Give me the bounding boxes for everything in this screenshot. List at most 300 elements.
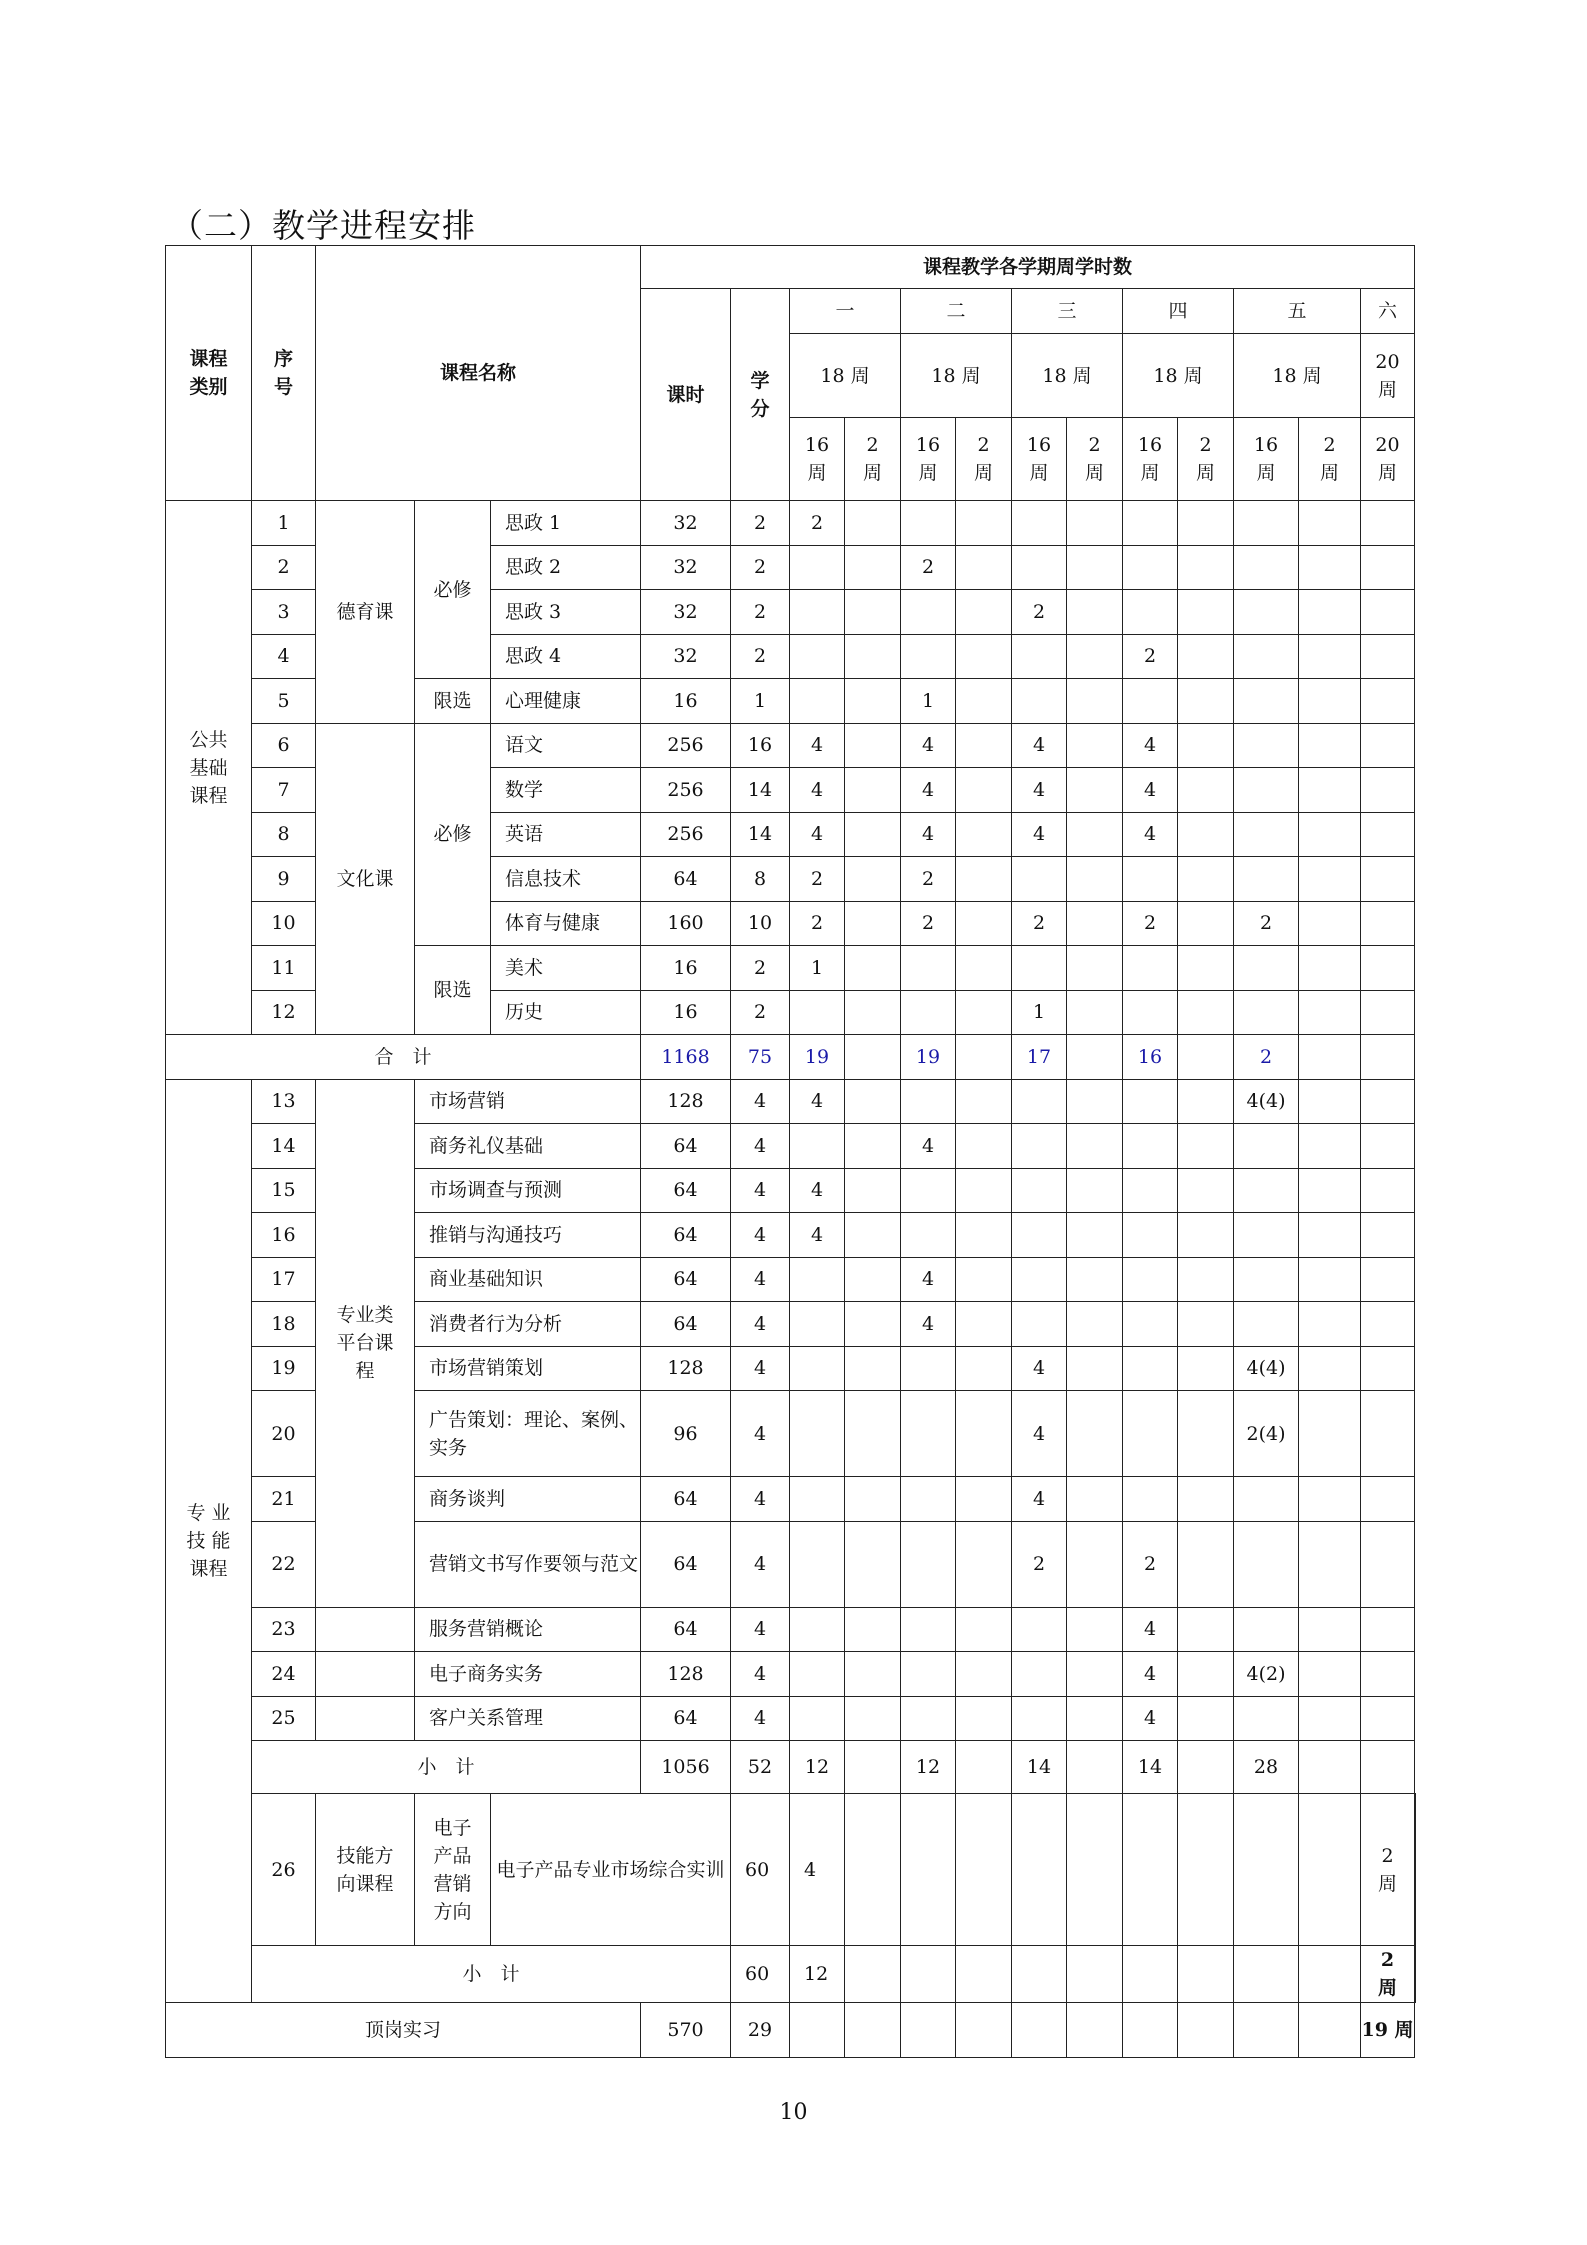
page-number: 10 (779, 2100, 808, 2125)
course-name: 推销与沟通技巧 (415, 1213, 641, 1258)
week-hours-cell: 4 (1012, 1391, 1067, 1477)
week-hours-cell (1012, 634, 1067, 679)
week-hours-cell (1067, 1946, 1123, 2003)
week-hours-cell (1234, 1168, 1299, 1213)
week-hours-cell (845, 1521, 901, 1607)
week-hours-cell (1123, 2003, 1178, 2058)
week-hours-cell (956, 1257, 1012, 1302)
group-moral: 德育课 (316, 501, 415, 724)
header-seq: 序 号 (252, 246, 316, 501)
week-hours-cell (845, 2003, 901, 2058)
week-hours-cell (1234, 545, 1299, 590)
week-hours-cell (1178, 901, 1234, 946)
header-sub-weeks: 16 周 (1123, 418, 1178, 501)
week-hours-cell (1361, 1521, 1415, 1607)
week-hours-cell: 12 (790, 1741, 845, 1794)
week-hours-cell (1299, 946, 1361, 991)
week-hours-cell (1361, 634, 1415, 679)
course-hours: 128 (641, 1079, 731, 1124)
week-hours-cell (1067, 723, 1123, 768)
course-hours: 64 (641, 1124, 731, 1169)
week-hours-cell (845, 1302, 901, 1347)
course-credits: 14 (731, 768, 790, 813)
week-hours-cell (1012, 1794, 1067, 1946)
course-name: 商业基础知识 (415, 1257, 641, 1302)
course-name: 英语 (491, 812, 641, 857)
week-hours-cell (1299, 1302, 1361, 1347)
week-hours-cell (956, 679, 1012, 724)
week-hours-cell (845, 590, 901, 635)
week-hours-cell (1178, 1124, 1234, 1169)
week-hours-cell (1178, 1035, 1234, 1080)
week-hours-cell: 4 (1123, 1696, 1178, 1741)
week-hours-cell (1234, 857, 1299, 902)
week-hours-cell (956, 768, 1012, 813)
week-hours-cell (1299, 679, 1361, 724)
week-hours-cell (1299, 1946, 1361, 2003)
group-skill-direction: 技能方 向课程 (316, 1794, 415, 1946)
week-hours-cell (1067, 946, 1123, 991)
row-number: 13 (252, 1079, 316, 1124)
group-culture: 文化课 (316, 723, 415, 1035)
week-hours-cell (845, 723, 901, 768)
week-hours-cell: 2 (790, 501, 845, 546)
subtotal-row (166, 1741, 1416, 1794)
course-name: 消费者行为分析 (415, 1302, 641, 1347)
course-hours: 256 (641, 768, 731, 813)
header-term-weeks: 18 周 (901, 334, 1012, 418)
week-hours-cell (1415, 1794, 1416, 1946)
week-hours-cell (1361, 857, 1415, 902)
week-hours-cell (845, 1696, 901, 1741)
course-hours: 32 (641, 590, 731, 635)
week-hours-cell (1361, 1391, 1415, 1477)
week-hours-cell (901, 1346, 956, 1391)
subtotal-label: 小 计 (252, 1741, 641, 1794)
course-credits: 10 (731, 901, 790, 946)
week-hours-cell (1234, 768, 1299, 813)
course-hours: 64 (641, 1477, 731, 1522)
week-hours-cell (790, 545, 845, 590)
week-hours-cell: 2 (901, 901, 956, 946)
week-hours-cell (901, 1696, 956, 1741)
week-hours-cell (1299, 990, 1361, 1035)
course-credits: 4 (790, 1794, 845, 1946)
week-hours-cell (845, 679, 901, 724)
week-hours-cell (1234, 1257, 1299, 1302)
course-hours: 64 (641, 857, 731, 902)
week-hours-cell (1234, 946, 1299, 991)
total-row (166, 1035, 1416, 1080)
course-credits: 2 (731, 634, 790, 679)
course-name: 历史 (491, 990, 641, 1035)
week-hours-cell (845, 1035, 901, 1080)
course-hours: 64 (641, 1696, 731, 1741)
week-hours-cell (790, 1346, 845, 1391)
week-hours-cell (1178, 1168, 1234, 1213)
week-hours-cell (1234, 1302, 1299, 1347)
week-hours-cell (1178, 1391, 1234, 1477)
row-number: 6 (252, 723, 316, 768)
week-hours-cell: 4 (790, 812, 845, 857)
week-hours-cell (845, 1741, 901, 1794)
week-hours-cell (1299, 2003, 1361, 2058)
week-hours-cell: 2 (1123, 1521, 1178, 1607)
course-hours: 64 (641, 1168, 731, 1213)
week-hours-cell (845, 1213, 901, 1258)
header-term: 二 (901, 289, 1012, 334)
header-sub-weeks: 2 周 (845, 418, 901, 501)
week-hours-cell (1361, 1302, 1415, 1347)
week-hours-cell (1123, 1794, 1178, 1946)
course-credits: 2 (731, 990, 790, 1035)
week-hours-cell (845, 1168, 901, 1213)
week-hours-cell (1067, 812, 1123, 857)
week-hours-cell (1361, 1652, 1415, 1697)
row-number: 17 (252, 1257, 316, 1302)
week-hours-cell (1012, 1079, 1067, 1124)
week-hours-cell (845, 1607, 901, 1652)
course-credits: 4 (731, 1607, 790, 1652)
row-number: 2 (252, 545, 316, 590)
course-credits: 1 (731, 679, 790, 724)
week-hours-cell (1299, 901, 1361, 946)
week-hours-cell (1361, 1607, 1415, 1652)
week-hours-cell (956, 1079, 1012, 1124)
week-hours-cell: 4 (790, 1079, 845, 1124)
week-hours-cell (1067, 1168, 1123, 1213)
subtotal-row (166, 1946, 1416, 2003)
week-hours-cell (1012, 1946, 1067, 2003)
course-hours: 256 (641, 812, 731, 857)
week-hours-cell (1299, 1346, 1361, 1391)
week-hours-cell (956, 2003, 1012, 2058)
course-hours: 128 (641, 1652, 731, 1697)
week-hours-cell: 4 (1012, 1477, 1067, 1522)
week-hours-cell (901, 1794, 956, 1946)
course-hours: 256 (641, 723, 731, 768)
course-credits: 4 (731, 1079, 790, 1124)
week-hours-cell (1299, 1477, 1361, 1522)
week-hours-cell (1234, 1124, 1299, 1169)
week-hours-cell (845, 1652, 901, 1697)
course-name: 思政 2 (491, 545, 641, 590)
week-hours-cell: 4 (1012, 1346, 1067, 1391)
course-credits: 4 (731, 1124, 790, 1169)
week-hours-cell: 2 (901, 545, 956, 590)
week-hours-cell (1067, 990, 1123, 1035)
week-hours-cell (1067, 857, 1123, 902)
week-hours-cell: 19 (790, 1035, 845, 1080)
course-hours: 32 (641, 634, 731, 679)
week-hours-cell (845, 1946, 901, 2003)
week-hours-cell (1299, 1652, 1361, 1697)
row-number: 11 (252, 946, 316, 991)
week-hours-cell (1299, 1257, 1361, 1302)
week-hours-cell (845, 1257, 901, 1302)
course-hours: 128 (641, 1346, 731, 1391)
header-hours: 课时 (641, 289, 731, 501)
week-hours-cell (845, 990, 901, 1035)
course-hours: 64 (641, 1521, 731, 1607)
header-sub-weeks: 16 周 (1234, 418, 1299, 501)
week-hours-cell (901, 1391, 956, 1477)
week-hours-cell: 2 (1123, 634, 1178, 679)
page-title: （二）教学进程安排 (170, 206, 476, 245)
row-number: 25 (252, 1696, 316, 1741)
week-hours-cell (956, 501, 1012, 546)
course-credits: 4 (731, 1521, 790, 1607)
week-hours-cell (1361, 679, 1415, 724)
week-hours-cell (845, 901, 901, 946)
week-hours-cell (1361, 1477, 1415, 1522)
week-hours-cell (1178, 812, 1234, 857)
row-number: 1 (252, 501, 316, 546)
week-hours-cell (1012, 1124, 1067, 1169)
week-hours-cell (790, 679, 845, 724)
week-hours-cell (901, 946, 956, 991)
course-name: 体育与健康 (491, 901, 641, 946)
week-hours-cell: 4(4) (1234, 1079, 1299, 1124)
row-number: 5 (252, 679, 316, 724)
course-hours: 64 (641, 1302, 731, 1347)
week-hours-cell (790, 634, 845, 679)
elective-label: 限选 (415, 946, 491, 1035)
week-hours-cell (1361, 1257, 1415, 1302)
week-hours-cell (790, 2003, 845, 2058)
week-hours-cell (956, 590, 1012, 635)
week-hours-cell (1067, 901, 1123, 946)
header-term-weeks: 18 周 (1012, 334, 1123, 418)
week-hours-cell (1361, 501, 1415, 546)
week-hours-cell (1012, 545, 1067, 590)
internship-hours: 570 (641, 2003, 731, 2058)
course-credits: 2 (731, 590, 790, 635)
week-hours-cell (1067, 1302, 1123, 1347)
course-name: 思政 1 (491, 501, 641, 546)
week-hours-cell (1234, 590, 1299, 635)
week-hours-cell (845, 812, 901, 857)
header-term-weeks: 18 周 (1123, 334, 1234, 418)
total-label: 合 计 (166, 1035, 641, 1080)
row-number: 14 (252, 1124, 316, 1169)
week-hours-cell (1234, 1794, 1299, 1946)
week-hours-cell (1067, 1794, 1123, 1946)
week-hours-cell (1123, 1257, 1178, 1302)
row-number: 26 (252, 1794, 316, 1946)
course-name: 美术 (491, 946, 641, 991)
course-hours: 160 (641, 901, 731, 946)
course-credits: 4 (731, 1302, 790, 1347)
week-hours-cell: 2 (790, 901, 845, 946)
week-hours-cell (1123, 545, 1178, 590)
course-credits: 8 (731, 857, 790, 902)
week-hours-cell: 4 (901, 812, 956, 857)
week-hours-cell (1299, 1521, 1361, 1607)
week-hours-cell (1012, 2003, 1067, 2058)
week-hours-cell (1299, 723, 1361, 768)
week-hours-cell (1361, 1079, 1415, 1124)
week-hours-cell (1123, 1079, 1178, 1124)
elective-label: 限选 (415, 679, 491, 724)
week-hours-cell (1234, 1477, 1299, 1522)
row-number: 15 (252, 1168, 316, 1213)
course-credits: 4 (731, 1213, 790, 1258)
course-credits: 2 (731, 545, 790, 590)
week-hours-cell: 14 (1123, 1741, 1178, 1794)
course-name: 语文 (491, 723, 641, 768)
week-hours-cell (901, 2003, 956, 2058)
week-hours-cell (1067, 501, 1123, 546)
week-hours-cell (1178, 1696, 1234, 1741)
internship-label: 顶岗实习 (166, 2003, 641, 2058)
week-hours-cell (1234, 1521, 1299, 1607)
week-hours-cell (956, 1946, 1012, 2003)
week-hours-cell (956, 1794, 1012, 1946)
week-hours-cell: 4 (1123, 768, 1178, 813)
week-hours-cell (1067, 1035, 1123, 1080)
week-hours-cell (1012, 1213, 1067, 1258)
course-name: 思政 4 (491, 634, 641, 679)
course-credits: 4 (731, 1168, 790, 1213)
group-professional: 专 业 技 能 课程 (166, 1079, 252, 2003)
internship-credits: 29 (731, 2003, 790, 2058)
course-hours: 32 (641, 545, 731, 590)
week-hours-cell (845, 634, 901, 679)
week-hours-cell: 2 (1234, 1035, 1299, 1080)
week-hours-cell (956, 946, 1012, 991)
week-hours-cell (1178, 1477, 1234, 1522)
week-hours-cell: 14 (1012, 1741, 1067, 1794)
week-hours-cell (1234, 812, 1299, 857)
week-hours-cell (1178, 946, 1234, 991)
week-hours-cell (956, 1652, 1012, 1697)
row-number: 9 (252, 857, 316, 902)
week-hours-cell: 4 (901, 723, 956, 768)
week-hours-cell (845, 1391, 901, 1477)
week-hours-cell (1123, 1124, 1178, 1169)
header-term: 六 (1361, 289, 1415, 334)
week-hours-cell (1361, 1168, 1415, 1213)
week-hours-cell (1234, 990, 1299, 1035)
week-hours-cell: 2 (790, 857, 845, 902)
week-hours-cell (790, 1391, 845, 1477)
course-hours: 60 (731, 1794, 790, 1946)
week-hours-cell (1234, 501, 1299, 546)
week-hours-cell (1234, 723, 1299, 768)
week-hours-cell: 2 周 (1361, 1946, 1415, 2003)
total-credits: 75 (731, 1035, 790, 1080)
course-name: 电子产品专业市场综合实训 (491, 1794, 731, 1946)
week-hours-cell (790, 1696, 845, 1741)
week-hours-cell (1178, 1213, 1234, 1258)
week-hours-cell (956, 990, 1012, 1035)
header-course-name: 课程名称 (316, 246, 641, 501)
week-hours-cell (1234, 2003, 1299, 2058)
week-hours-cell (1067, 1741, 1123, 1794)
week-hours-cell (1299, 1607, 1361, 1652)
header-term: 五 (1234, 289, 1361, 334)
header-sub-weeks: 2 周 (1067, 418, 1123, 501)
week-hours-cell: 4(4) (1234, 1346, 1299, 1391)
week-hours-cell: 4 (790, 723, 845, 768)
header-sub-weeks: 2 周 (1178, 418, 1234, 501)
row-number: 18 (252, 1302, 316, 1347)
week-hours-cell (1178, 723, 1234, 768)
header-term-weeks: 20 周 (1361, 334, 1415, 418)
week-hours-cell (1067, 1696, 1123, 1741)
week-hours-cell: 2 (1012, 901, 1067, 946)
course-hours: 16 (641, 679, 731, 724)
week-hours-cell: 1 (1012, 990, 1067, 1035)
week-hours-cell: 1 (901, 679, 956, 724)
course-credits: 16 (731, 723, 790, 768)
course-name: 市场营销策划 (415, 1346, 641, 1391)
week-hours-cell (790, 1521, 845, 1607)
week-hours-cell (956, 1346, 1012, 1391)
header-category: 课程 类别 (166, 246, 252, 501)
table-row (166, 1794, 1416, 1946)
week-hours-cell (1012, 1168, 1067, 1213)
header-credits: 学 分 (731, 289, 790, 501)
week-hours-cell (1067, 634, 1123, 679)
week-hours-cell (1178, 1652, 1234, 1697)
week-hours-cell (1361, 990, 1415, 1035)
week-hours-cell (901, 590, 956, 635)
internship-row (166, 2003, 1416, 2058)
week-hours-cell: 28 (1234, 1741, 1299, 1794)
row-number: 22 (252, 1521, 316, 1607)
week-hours-cell: 4(2) (1234, 1652, 1299, 1697)
subtotal-hours: 60 (731, 1946, 790, 2003)
week-hours-cell (1178, 501, 1234, 546)
week-hours-cell: 16 (1123, 1035, 1178, 1080)
week-hours-cell (956, 1696, 1012, 1741)
week-hours-cell (1361, 1213, 1415, 1258)
week-hours-cell: 2 周 (1361, 1794, 1415, 1946)
week-hours-cell (1299, 1079, 1361, 1124)
course-name: 客户关系管理 (415, 1696, 641, 1741)
week-hours-cell (1012, 1696, 1067, 1741)
week-hours-cell (1067, 1477, 1123, 1522)
week-hours-cell (956, 723, 1012, 768)
week-hours-cell (1178, 1607, 1234, 1652)
week-hours-cell: 4 (1123, 1652, 1178, 1697)
header-term: 三 (1012, 289, 1123, 334)
group-public: 公共 基础 课程 (166, 501, 252, 1035)
week-hours-cell: 2(4) (1234, 1391, 1299, 1477)
week-hours-cell (1178, 1741, 1234, 1794)
week-hours-cell: 4 (901, 1124, 956, 1169)
week-hours-cell (1361, 545, 1415, 590)
course-name: 电子商务实务 (415, 1652, 641, 1697)
row-number: 10 (252, 901, 316, 946)
header-weekly-hours: 课程教学各学期周学时数 (641, 246, 1415, 289)
week-hours-cell (1123, 1168, 1178, 1213)
week-hours-cell (1178, 1079, 1234, 1124)
week-hours-cell (1178, 1946, 1234, 2003)
row-number: 20 (252, 1391, 316, 1477)
row-number: 19 (252, 1346, 316, 1391)
course-name: 信息技术 (491, 857, 641, 902)
week-hours-cell (1178, 768, 1234, 813)
week-hours-cell: 4 (790, 1213, 845, 1258)
week-hours-cell (1299, 812, 1361, 857)
week-hours-cell (901, 1652, 956, 1697)
week-hours-cell (956, 1213, 1012, 1258)
week-hours-cell (1299, 857, 1361, 902)
header-term: 一 (790, 289, 901, 334)
